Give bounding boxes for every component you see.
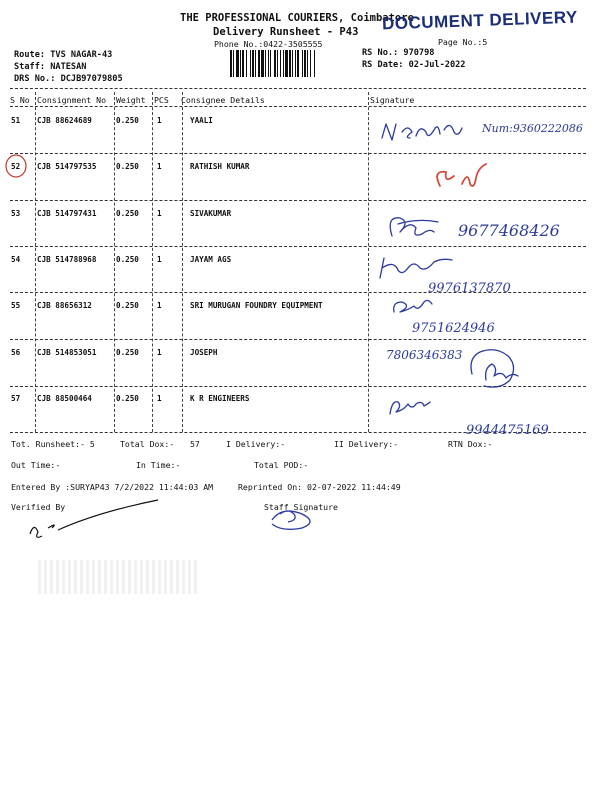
staff: Staff: NATESAN (14, 62, 87, 72)
signature-row-51 (382, 124, 462, 140)
row-sno: 54 (11, 255, 21, 264)
row-sno: 51 (11, 116, 21, 125)
row-weight: 0.250 (116, 394, 139, 403)
row-consignee: SIVAKUMAR (190, 209, 232, 218)
i-delivery: I Delivery:- (226, 439, 286, 449)
runsheet-title: Delivery Runsheet - P43 (213, 26, 359, 38)
verified-by-label: Verified By (11, 502, 66, 512)
scan-artifact (38, 560, 198, 594)
signature-row-57 (390, 402, 430, 414)
col-consignment: Consignment No (37, 95, 107, 105)
row-consignment: CJB 514788968 (37, 255, 97, 264)
row-weight: 0.250 (116, 255, 139, 264)
col-consignee: Consignee Details (181, 95, 265, 105)
signature-row-55 (394, 300, 432, 312)
sig-number-53: 9677468426 (458, 221, 560, 240)
sig-number-56: 7806346383 (386, 348, 463, 362)
row-consignment: CJB 88656312 (37, 301, 92, 310)
sig-number-54: 9976137870 (428, 281, 511, 296)
staff-signature-label: Staff Signature (264, 502, 338, 512)
sig-number-51: Num:9360222086 (482, 122, 583, 135)
row-weight: 0.250 (116, 348, 139, 357)
row-consignee: RATHISH KUMAR (190, 162, 250, 171)
tot-runsheet: Tot. Runsheet:- 5 (11, 439, 95, 449)
signature-row-52 (437, 164, 486, 186)
row-consignee: K R ENGINEERS (190, 394, 250, 403)
drs-number: DRS No.: DCJB97079805 (14, 74, 123, 84)
total-dox-value: 57 (190, 439, 200, 449)
row-pcs: 1 (157, 301, 162, 310)
row-consignment: CJB 514797535 (37, 162, 97, 171)
staff-signature-mark (272, 511, 310, 529)
col-signature: Signature (370, 95, 415, 105)
row-pcs: 1 (157, 162, 162, 171)
row-consignee: JOSEPH (190, 348, 218, 357)
signature-row-54 (380, 258, 452, 278)
row-pcs: 1 (157, 348, 162, 357)
row-pcs: 1 (157, 209, 162, 218)
ii-delivery: II Delivery:- (334, 439, 399, 449)
rtn-dox: RTN Dox:- (448, 439, 493, 449)
col-weight: Weight (116, 95, 146, 105)
total-pod: Total POD:- (254, 460, 309, 470)
row-sno: 53 (11, 209, 21, 218)
sig-number-57: 9944475169 (466, 423, 549, 438)
row-consignment: CJB 88500464 (37, 394, 92, 403)
row-pcs: 1 (157, 116, 162, 125)
row-weight: 0.250 (116, 116, 139, 125)
red-circle-mark (6, 155, 26, 177)
row-sno: 57 (11, 394, 21, 403)
in-time: In Time:- (136, 460, 181, 470)
row-consignment: CJB 514797431 (37, 209, 97, 218)
row-sno: 55 (11, 301, 21, 310)
row-consignment: CJB 514853051 (37, 348, 97, 357)
company-title: THE PROFESSIONAL COURIERS, Coimbatore (180, 12, 414, 24)
row-consignee: SRI MURUGAN FOUNDRY EQUIPMENT (190, 301, 323, 310)
row-sno: 52 (11, 162, 21, 171)
sig-number-55: 9751624946 (412, 321, 495, 336)
rs-number: RS No.: 970798 (362, 48, 435, 58)
row-weight: 0.250 (116, 162, 139, 171)
row-pcs: 1 (157, 394, 162, 403)
col-sno: S No (10, 95, 30, 105)
signature-row-53 (390, 218, 438, 236)
route: Route: TVS NAGAR-43 (14, 50, 113, 60)
rs-date: RS Date: 02-Jul-2022 (362, 60, 466, 70)
row-consignee: JAYAM AGS (190, 255, 232, 264)
total-dox-label: Total Dox:- (120, 439, 175, 449)
col-pcs: PCS (154, 95, 169, 105)
phone-number: Phone No.:0422-3505555 (214, 39, 323, 49)
row-weight: 0.250 (116, 209, 139, 218)
row-sno: 56 (11, 348, 21, 357)
document-delivery-stamp: DOCUMENT DELIVERY (381, 7, 579, 34)
entered-by: Entered By :SURYAP43 7/2/2022 11:44:03 AM (11, 482, 214, 492)
row-weight: 0.250 (116, 301, 139, 310)
out-time: Out Time:- (11, 460, 61, 470)
row-pcs: 1 (157, 255, 162, 264)
row-consignee: YAALI (190, 116, 213, 125)
page-number: Page No.:5 (438, 37, 488, 47)
reprinted-on: Reprinted On: 02-07-2022 11:44:49 (238, 482, 401, 492)
row-consignment: CJB 88624689 (37, 116, 92, 125)
signature-row-56 (471, 350, 518, 387)
